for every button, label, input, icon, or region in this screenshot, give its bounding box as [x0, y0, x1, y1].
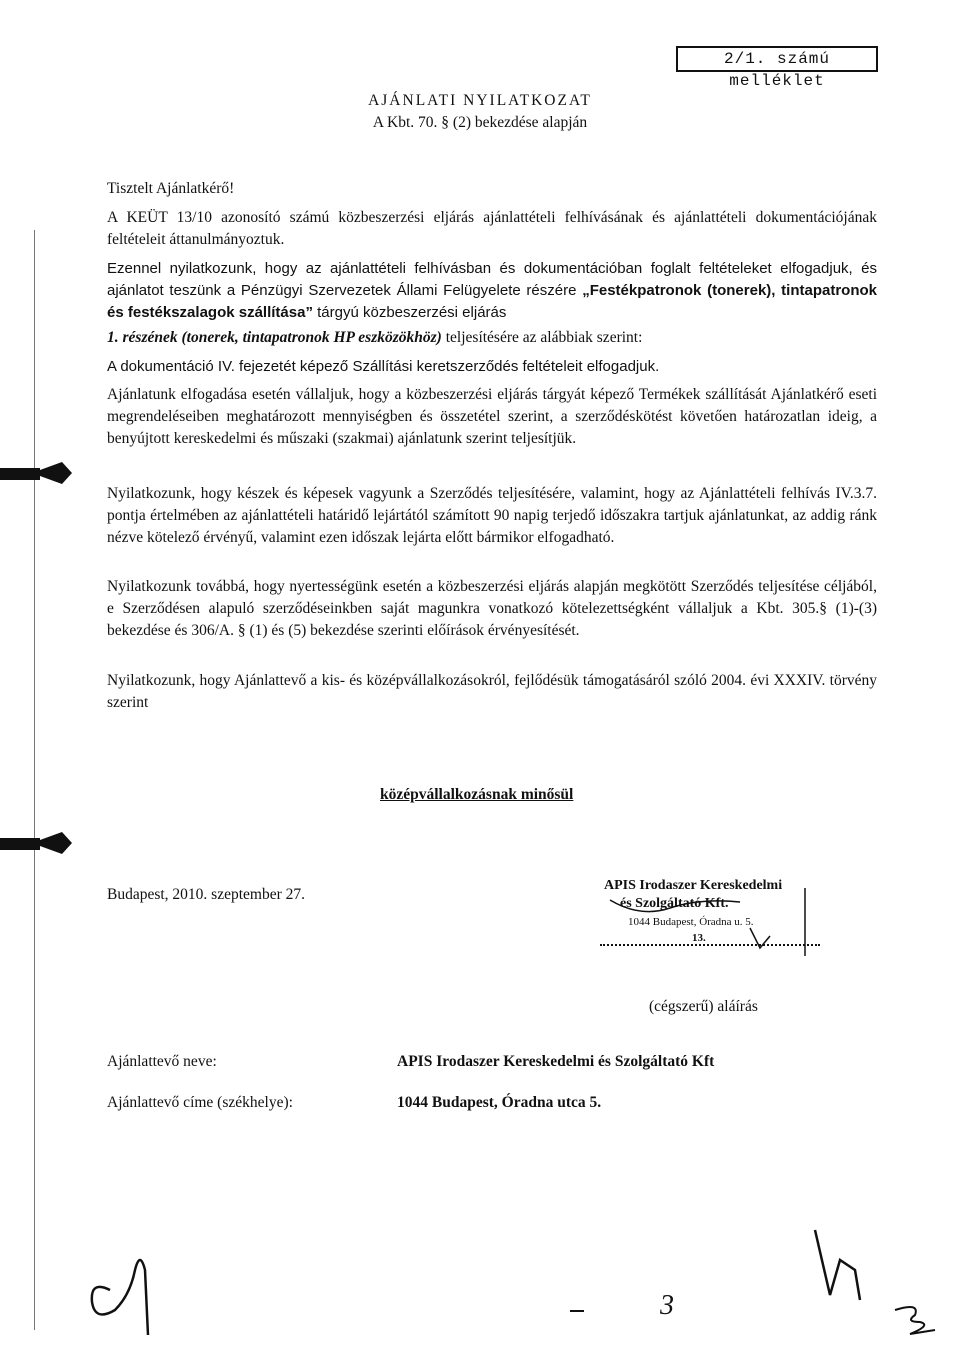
lot-text: teljesítésére az alábbiak szerint: — [441, 329, 643, 346]
handwritten-initials-left — [80, 1240, 170, 1340]
document-title: AJÁNLATI NYILATKOZAT — [368, 92, 592, 109]
paragraph-sme: Nyilatkozunk, hogy Ajánlattevő a kis- és középvállalkozásokról, fejlődésük támogatásáról szóló 2004. évi XXXIV. törvény szerint — [107, 672, 877, 711]
declaration-text-2: tárgyú közbeszerzési eljárás — [312, 304, 507, 321]
declaration-text-1: Ezennel nyilatkozunk, hogy az ajánlattételi felhívásban és dokumentációban foglalt feltételeket elfogadjuk, és ajánlatot teszünk a Pénzügyi Szervezetek Állami Felügyelete részére — [107, 260, 877, 299]
signature-caption: (cégszerű) aláírás — [649, 998, 758, 1015]
bidder-address-label: Ajánlattevő címe (székhelye): — [107, 1094, 293, 1111]
salutation: Tisztelt Ajánlatkérő! — [107, 180, 235, 197]
procurement-subject: „Festékpatronok (tonerek), tintapatronok és festékszalagok szállítása” — [107, 282, 877, 321]
binder-clip-top — [0, 448, 80, 498]
stamp-line-3: 1044 Budapest, Óradna u. 5. — [628, 916, 754, 928]
document-subtitle: A Kbt. 70. § (2) bekezdése alapján — [372, 114, 588, 131]
paragraph-declaration — [107, 258, 877, 324]
company-stamp — [600, 878, 820, 988]
lot-name: 1. részének (tonerek, tintapatronok HP eszközökhöz) — [107, 329, 442, 346]
bidder-address-value: 1044 Budapest, Óradna utca 5. — [397, 1094, 602, 1111]
paragraph-delivery: Ajánlatunk elfogadása esetén vállaljuk, hogy a közbeszerzési eljárás tárgyát képező Termékek szállítását Ajánlatkérő eseti megrendeléseiben meghatározott mennyiségben és összetétel szerint, a szerződéskötést követően határozatlan ideig, a benyújtott kereskedelmi és műszaki (szakmai) ajánlatunk szerint teljesítjük. — [107, 386, 877, 447]
signature-scribble — [600, 878, 820, 958]
sme-status: középvállalkozásnak minősül — [380, 786, 574, 803]
signature-dotted-line — [600, 944, 820, 946]
paragraph-lot — [107, 327, 877, 349]
scan-edge-line — [34, 230, 35, 1330]
paragraph-acceptance: A dokumentáció IV. fejezetét képező Szállítási keretszerződés feltételeit elfogadjuk. — [107, 358, 660, 375]
handwritten-initials-right — [810, 1225, 870, 1305]
paragraph-obligations: Nyilatkozunk továbbá, hogy nyertességünk esetén a közbeszerzési eljárás alapján megkötött Szerződés teljesítése céljából, e Szerződésen alapuló szerződéseinkben saját magunkra vonatkozó kötelezettségként vállaljuk a Kbt. 305.§ (1)-(3) bekezdése és 306/A. § (1) és (5) bekezdése szerinti előírások érvényesítését. — [107, 578, 877, 639]
page-mark: 3 — [660, 1290, 674, 1321]
stamp-line-4: 13. — [692, 932, 706, 944]
place-date: Budapest, 2010. szeptember 27. — [107, 886, 306, 903]
stamp-line-1: APIS Irodaszer Kereskedelmi — [604, 878, 783, 893]
page-dash — [570, 1310, 584, 1312]
binder-clip-bottom — [0, 818, 80, 868]
handwritten-mark-corner — [890, 1300, 940, 1340]
stamp-line-2: és Szolgáltató Kft. — [620, 896, 729, 911]
annex-label: 2/1. számú melléklet — [676, 46, 878, 72]
bidder-name-value: APIS Irodaszer Kereskedelmi és Szolgáltató Kft — [397, 1053, 715, 1070]
paragraph-intro: A KEÜT 13/10 azonosító számú közbeszerzési eljárás ajánlattételi felhívásának és ajánlattételi dokumentációjának feltételeit áttanulmányoztuk. — [107, 209, 877, 248]
paragraph-capability: Nyilatkozunk, hogy készek és képesek vagyunk a Szerződés teljesítésére, valamint, hogy az Ajánlattételi felhívás IV.3.7. pontja értelmében az ajánlattételi határidő lejártától számított 90 napig terjedő időszakra tartjuk ajánlatunkat, az addig ránk nézve kötelező érvényű, valamint ezen időszak lejárta előtt bármikor elfogadható. — [107, 485, 877, 546]
bidder-name-label: Ajánlattevő neve: — [107, 1053, 217, 1070]
